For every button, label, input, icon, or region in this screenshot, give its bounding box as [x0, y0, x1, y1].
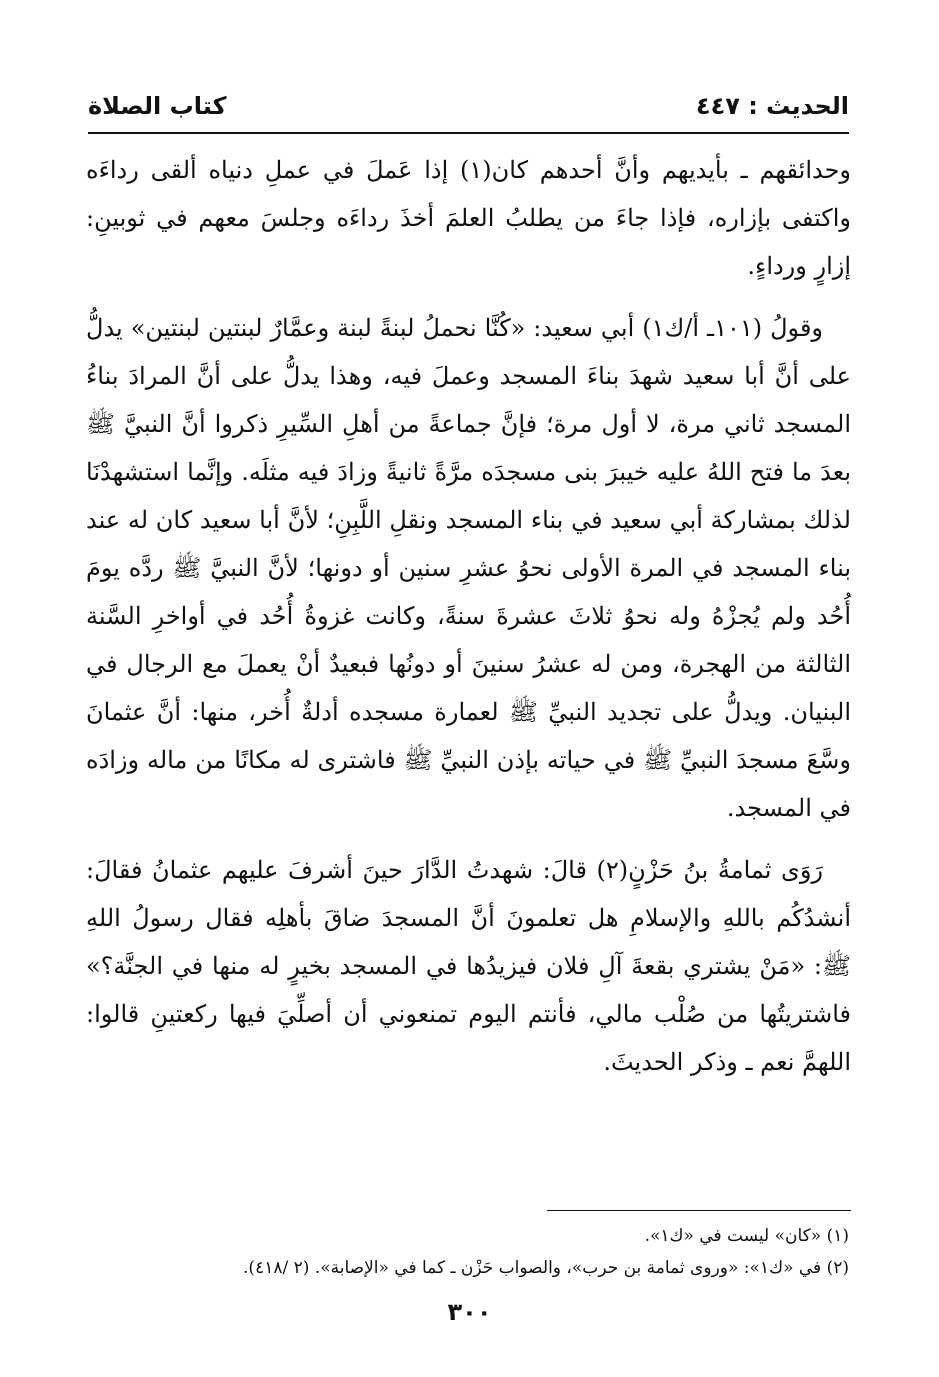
- footnote-2: (٢) في «ك١»: «وروى ثمامة بن حرب»، والصواب حَزْن ـ كما في «الإصابة». (٢ /٤١٨).: [243, 1258, 849, 1278]
- paragraph-3: رَوَى ثمامةُ بنُ حَزْنٍ(٢) قالَ: شهدتُ الدَّارَ حينَ أشرفَ عليهم عثمانُ فقالَ: أنشدُكُم باللهِ والإسلامِ هل تعلمونَ أنَّ المسجدَ ضاقَ بأهلِه فقال رسولُ اللهِ ﷺ: «مَنْ يشتري بقعةَ آلِ فلان فيزيدُها في المسجد بخيرٍ له منها في الجنَّة؟» فاشتريتُها من صُلْب مالي، فأنتم اليوم تمنعوني أن أصلِّيَ فيها ركعتينِ قالوا: اللهمَّ نعم ـ وذكر الحديثَ.: [86, 856, 851, 1076]
- footnote-1: (١) «كان» ليست في «ك١».: [644, 1226, 849, 1246]
- header-divider: [88, 132, 849, 134]
- main-text: [86, 146, 851, 1086]
- footnote-divider: [547, 1210, 851, 1211]
- running-header: [88, 86, 849, 126]
- hadith-number-label: الحديث : ٤٤٧: [695, 92, 849, 120]
- paragraph-1: وحدائقهم ـ بأيديهم وأنَّ أحدهم كان(١) إذا عَملَ في عملِ دنياه ألقى رداءَه واكتفى بإزاره، فإذا جاءَ من يطلبُ العلمَ أخذَ رداءَه وجلسَ معهم في ثوبينِ: إزارٍ ورداءٍ.: [86, 156, 852, 280]
- page-number: ٣٠٠: [447, 1298, 492, 1326]
- book-title: كتاب الصلاة: [88, 92, 227, 120]
- footnotes: [88, 1220, 849, 1284]
- paragraph-2: وقولُ (١٠١ـ أ/ك١) أبي سعيد: «كُنَّا نحملُ لبنةً لبنة وعمَّارٌ لبنتين لبنتين» يدلُّ على أنَّ أبا سعيد شهدَ بناءَ المسجد وعملَ فيه، وهذا يدلُّ على أنَّ المرادَ بناءُ المسجد ثاني مرة، لا أول مرة؛ فإنَّ جماعةً من أهلِ السِّيرِ ذكروا أنَّ النبيَّ ﷺ بعدَ ما فتح اللهُ عليه خيبرَ بنى مسجدَه مرَّةً ثانيةً وزادَ فيه مثلَه. وإنَّما استشهدْنَا لذلك بمشاركة أبي سعيد في بناء المسجد ونقلِ اللَّبِنِ؛ لأنَّ أبا سعيد كان له عند بناء المسجد في المرة الأولى نحوُ عشرِ سنين أو دونها؛ لأنَّ النبيَّ ﷺ ردَّه يومَ أُحُد ولم يُجزْهُ وله نحوُ ثلاثَ عشرةَ سنةً، وكانت غزوةُ أُحُد في أواخرِ السَّنة الثالثة من الهجرة، ومن له عشرُ سنينَ أو دونُها فبعيدٌ أنْ يعملَ مع الرجال في البنيان. ويدلُّ على تجديد النبيِّ ﷺ لعمارة مسجده أدلةٌ أُخر، منها: أنَّ عثمانَ وسَّعَ مسجدَ النبيِّ ﷺ في حياته بإذن النبيِّ ﷺ فاشترى له مكانًا من ماله وزادَه في المسجد.: [86, 314, 851, 822]
